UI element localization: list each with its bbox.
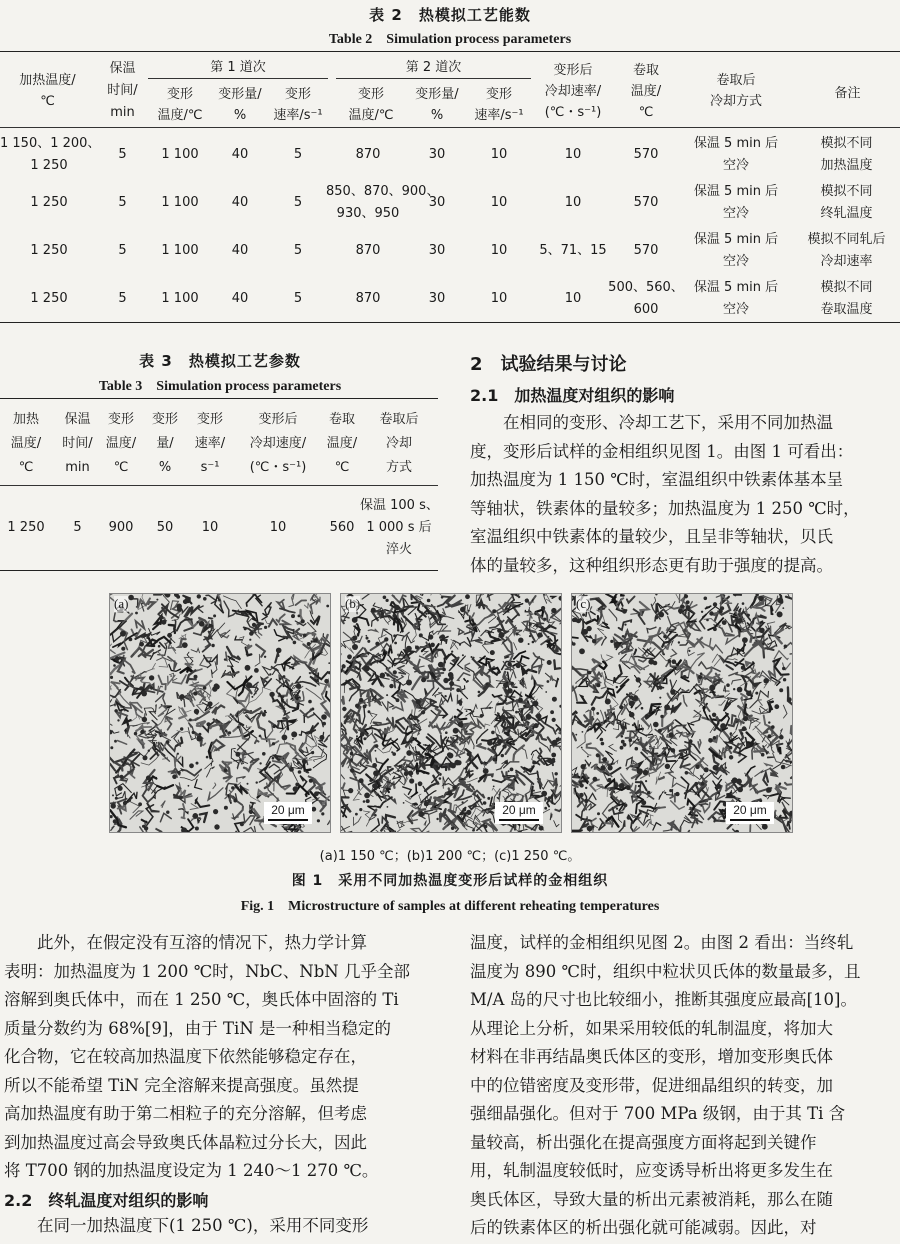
right-column-paragraph [470,929,900,1243]
t2-cell-line: 10 [564,147,582,162]
t3-header-cell [0,408,52,480]
t2-cell-line: 10 [490,243,508,258]
table2-caption-cn: 表 2 热模拟工艺能数 [369,6,531,24]
figure1-caption-en: Fig. 1 Microstructure of samples at different reheating temperatures [240,899,660,914]
t2-cell-line: 850、870、900、 [326,184,440,199]
t2-cell-line: 500、560、 [608,280,684,295]
t2-h-hold-l2: 时间/ [107,83,138,98]
t2-h-r1-l1: 变形 [284,87,311,102]
t2-cell-heat [0,192,98,214]
table2-caption-en: Table 2 Simulation process parameters [328,32,572,47]
t3-header-line: 卷取 [328,412,355,427]
t2-cell-heat [0,240,98,262]
t3-cell [232,517,324,539]
t3-cell-line: 1 000 s 后 [366,520,432,535]
t2-h-coil-l1: 卷取 [632,63,659,78]
t2-h-t2-l1: 变形 [357,87,384,102]
t2-cell-line: 10 [564,195,582,210]
t3-header-line: 方式 [385,460,412,475]
t2-cell-cool [535,288,611,310]
t2-h-a1-l2: % [233,108,247,123]
t2-cell-line: 5 [118,291,127,306]
t2-cell-cool [535,240,611,262]
t2-cell-t2 [326,288,410,310]
micrograph-a [109,593,331,833]
t2-cell-r1 [266,144,330,166]
t2-cell-t1 [150,240,210,262]
t2-h-a2-l1: 变形量/ [415,87,459,102]
t3-header-line: ℃ [334,460,350,475]
text-line: 材料在非再结晶奥氏体区的变形，增加变形奥氏体 [470,1047,833,1066]
section-2-1-paragraph [470,409,900,580]
t2-h-cool-l3: (℃・s⁻¹) [544,105,602,120]
t2-cell-a1 [210,192,270,214]
table3-caption-cn: 表 3 热模拟工艺参数 [139,352,301,370]
t2-cell-coolway [680,277,792,321]
table2-pass1-rule [148,78,328,79]
text-line: 此外，在假定没有互溶的情况下，热力学计算 [4,933,367,952]
text-line: 高加热温度有助于第二相粒子的充分溶解，但考虑 [4,1104,367,1123]
table2-top-rule [0,51,900,52]
t2-h-t1 [150,84,210,126]
t2-cell-line: 保温 5 min 后 [693,136,779,151]
t2-cell-line: 1 150、1 200、 [0,136,101,151]
subsection-2-2-heading: 2.2 终轧温度对组织的影响 [4,1191,209,1210]
figure1-subcaption: (a)1 150 ℃；(b)1 200 ℃；(c)1 250 ℃。 [319,849,581,864]
t2-cell-line: 模拟不同 [820,280,873,295]
t2-cell-line: 570 [633,195,659,210]
t3-header-line: ℃ [113,460,129,475]
t2-cell-line: 5 [293,147,303,162]
t2-cell-line: 40 [231,243,249,258]
t3-header-line: % [158,460,172,475]
t2-cell-line: 870 [355,291,381,306]
t3-cell [360,495,438,561]
micrograph-b [340,593,562,833]
t2-cell-line: 40 [231,147,249,162]
t2-cell-r2 [466,192,532,214]
t3-header-cell [188,408,232,480]
micrograph-a-scale-text: 20 μm [271,803,305,817]
t2-cell-line: 模拟不同轧后 [807,232,886,247]
t2-cell-r2 [466,288,532,310]
micrograph-c-scalebar [726,802,774,824]
table2-pass2-rule [336,78,531,79]
left-column-paragraph [4,929,434,1186]
t2-h-coolway-l1: 卷取后 [716,73,756,88]
t2-h-t1-l2: 温度/℃ [157,108,203,123]
t2-cell-a2 [406,144,468,166]
t2-cell-line: 保温 5 min 后 [693,184,779,199]
t2-cell-line: 加热温度 [820,158,873,173]
t2-cell-line: 1 100 [161,147,199,162]
t2-cell-line: 1 250 [30,195,68,210]
t2-cell-coolway [680,181,792,225]
t3-header-line: 速率/ [194,436,226,451]
t3-header-line: 冷却速度/ [249,436,307,451]
t3-header-line: 变形 [151,412,178,427]
t2-cell-line: 空冷 [722,302,749,317]
text-line: 表明：加热温度为 1 200 ℃时，NbC、NbN 几乎全部 [4,961,410,981]
t2-h-r2 [466,84,532,126]
t2-h-a1 [210,84,270,126]
t2-h-remark: 备注 [834,86,861,101]
text-line: 所以不能希望 TiN 完全溶解来提高强度。虽然提 [4,1075,359,1095]
t3-header-line: 量/ [156,436,174,451]
t2-cell-remark [793,277,900,321]
t2-cell-line: 1 100 [161,195,199,210]
text-line: 从理论上分析，如果采用较低的轧制温度，将加大 [470,1018,833,1038]
t2-cell-line: 570 [633,147,659,162]
table2-header-rule [0,127,900,128]
t2-h-heat-l2: ℃ [40,94,55,109]
micrograph-c-label: (c) [576,596,591,611]
t3-header-line: 温度/ [326,436,358,451]
t2-cell-a1 [210,240,270,262]
t2-cell-line: 870 [355,147,381,162]
t2-h-r1-l2: 速率/s⁻¹ [273,108,323,123]
t2-cell-line: 5 [118,195,127,210]
t2-h-heat-l1: 加热温度/ [19,73,76,88]
micrograph-c [571,593,793,833]
t2-h-coil-l3: ℃ [638,105,654,120]
t2-cell-line: 5、71、15 [539,243,607,258]
t2-cell-line: 5 [118,243,127,258]
t3-header-cell [55,408,100,480]
t3-header-line: ℃ [18,460,34,475]
t3-cell [188,517,232,539]
t2-cell-line: 10 [490,291,508,306]
t2-cell-line: 空冷 [722,254,749,269]
t2-cell-line: 空冷 [722,206,749,221]
left-column-last-line: 在同一加热温度下(1 250 ℃)，采用不同变形 [4,1216,369,1235]
micrograph-c-scale-text: 20 μm [733,803,767,817]
table2-bottom-rule [0,322,900,323]
t2-cell-a1 [210,288,270,310]
t2-cell-line: 卷取温度 [820,302,873,317]
t3-header-line: min [65,460,90,475]
t3-header-line: (℃・s⁻¹) [249,460,307,475]
t2-cell-cool [535,192,611,214]
t2-cell-t2 [326,181,440,225]
t3-cell [100,517,142,539]
text-line: 中的位错密度及变形带，促进细晶组织的转变，加 [470,1075,833,1095]
t2-cell-line: 30 [428,147,446,162]
text-line: 到加热温度过高会导致奥氏体晶粒过分长大，因此 [4,1132,367,1152]
t2-cell-line: 1 100 [161,243,199,258]
t2-h-a2-l2: % [430,108,444,123]
text-line: 化合物，它在较高加热温度下依然能够稳定存在， [4,1047,367,1066]
section-heading: 2 试验结果与讨论 [470,354,627,375]
t2-cell-heat [0,133,101,177]
t2-cell-line: 模拟不同 [820,184,873,199]
t2-cell-line: 1 250 [30,158,68,173]
t3-cell [55,517,100,539]
t3-cell-line: 1 250 [7,520,45,535]
table3-top-rule [0,398,438,399]
t2-cell-line: 空冷 [722,158,749,173]
t3-cell-line: 10 [201,520,219,535]
text-line: 度，变形后试样的金相组织见图 1。由图 1 可看出： [470,441,854,461]
t3-header-line: 变形 [107,412,134,427]
t2-cell-hold [100,240,145,262]
t2-cell-line: 40 [231,195,249,210]
subsection-2-1-heading: 2.1 加热温度对组织的影响 [470,386,675,405]
micrograph-a-label: (a) [114,596,129,611]
t2-cell-line: 保温 5 min 后 [693,280,779,295]
t2-cell-hold [100,192,145,214]
t2-cell-t1 [150,288,210,310]
t2-h-a2 [406,84,468,126]
t2-h-r2-l2: 速率/s⁻¹ [474,108,524,123]
t2-cell-line: 1 100 [161,291,199,306]
t3-header-line: 温度/ [105,436,137,451]
t2-h-r2-l1: 变形 [485,87,512,102]
t3-header-cell [232,408,324,480]
t2-cell-line: 30 [428,291,446,306]
micrograph-a-scalebar [264,802,312,824]
t2-h-coil-l2: 温度/ [630,84,662,99]
t2-cell-r1 [266,240,330,262]
t2-cell-line: 10 [490,195,508,210]
t2-cell-line: 保温 5 min 后 [693,232,779,247]
t2-cell-line: 600 [633,302,659,317]
t3-header-line: 变形后 [258,412,298,427]
t2-cell-remark [793,133,900,177]
text-line: M/A 岛的尺寸也比较细小，推断其强度应最高[10]。 [470,990,857,1009]
t2-cell-t2 [326,144,410,166]
t2-cell-r1 [266,288,330,310]
text-line: 质量分数约为 68%[9]，由于 TiN 是一种相当稳定的 [4,1018,392,1038]
t2-cell-a2 [406,288,468,310]
t2-h-a1-l1: 变形量/ [218,87,262,102]
t2-h-cool-l2: 冷却速率/ [544,84,602,99]
table3-bottom-rule [0,570,438,571]
table3-caption-en: Table 3 Simulation process parameters [98,379,342,394]
t2-cell-a2 [406,240,468,262]
t2-h-heat [0,70,95,112]
t3-header-line: 温度/ [10,436,42,451]
text-line: 加热温度为 1 150 ℃时，室温组织中铁素体基本呈 [470,470,844,489]
text-line: 室温组织中铁素体的量较少，且呈非等轴状，贝氏 [470,527,833,546]
t2-cell-line: 1 250 [30,291,68,306]
t3-header-line: 加热 [12,412,39,427]
t2-h-coolway-l2: 冷却方式 [709,94,762,109]
t3-cell-line: 淬火 [385,542,412,557]
t2-cell-coil [608,144,684,166]
text-line: 溶解到奥氏体中，而在 1 250 ℃，奥氏体中固溶的 Ti [4,990,399,1009]
t2-cell-hold [100,144,145,166]
t2-h-hold-l3: min [110,105,135,120]
t2-h-r1 [266,84,330,126]
text-line: 后的铁素体区的析出强化就可能减弱。因此，对 [470,1218,817,1237]
text-line: 量较高，析出强化在提高强度方面将起到关键作 [470,1132,817,1152]
t2-h-t2 [340,84,402,126]
t2-h-pass2: 第 2 道次 [405,60,462,75]
t3-header-line: 时间/ [62,436,93,451]
t3-cell-line: 560 [329,520,355,535]
text-line: 体的量较多，这种组织形态更有助于强度的提高。 [470,555,833,575]
t2-cell-line: 870 [355,243,381,258]
t3-header-cell [360,408,438,480]
t3-cell-line: 保温 100 s、 [360,498,439,513]
text-line: 用，轧制温度较低时，应变诱导析出将更多发生在 [470,1161,833,1180]
text-line: 奥氏体区，导致大量的析出元素被消耗，那么在随 [470,1189,833,1209]
t2-h-t1-l1: 变形 [166,87,193,102]
t2-cell-line: 30 [428,243,446,258]
t2-cell-line: 570 [633,243,659,258]
text-line: 将 T700 钢的加热温度设定为 1 240～1 270 ℃。 [4,1161,379,1180]
t3-header-line: 冷却 [385,436,412,451]
t2-cell-line: 5 [293,291,303,306]
t2-cell-r2 [466,240,532,262]
figure1-caption-cn: 图 1 采用不同加热温度变形后试样的金相组织 [291,873,609,889]
t2-h-cool-l1: 变形后 [553,63,593,78]
t2-h-hold [100,58,145,124]
t3-header-line: s⁻¹ [200,460,220,475]
t2-cell-hold [100,288,145,310]
t3-cell [322,517,362,539]
t2-cell-line: 930、950 [336,206,400,221]
t3-header-line: 保温 [64,412,91,427]
t2-cell-line: 模拟不同 [820,136,873,151]
t2-cell-line: 40 [231,291,249,306]
t2-cell-a2 [406,192,468,214]
t2-cell-line: 10 [490,147,508,162]
t2-h-t2-l2: 温度/℃ [348,108,394,123]
text-line: 温度，试样的金相组织见图 2。由图 2 看出：当终轧 [470,933,854,952]
t3-cell-line: 900 [108,520,134,535]
t3-cell [145,517,185,539]
micrograph-b-scale-text: 20 μm [502,803,536,817]
text-line: 在相同的变形、冷却工艺下，采用不同加热温 [470,413,833,432]
t3-header-cell [100,408,142,480]
t2-cell-a1 [210,144,270,166]
t2-h-hold-l1: 保温 [109,61,136,76]
t2-cell-remark [793,181,900,225]
t2-cell-line: 30 [428,195,446,210]
t2-cell-line: 1 250 [30,243,68,258]
t2-cell-line: 5 [293,195,303,210]
t2-cell-r2 [466,144,532,166]
t2-cell-line: 终轧温度 [820,206,873,221]
t2-cell-line: 5 [293,243,303,258]
t2-cell-coolway [680,229,792,273]
micrograph-b-label: (b) [345,596,361,611]
t2-h-cool [535,60,611,123]
micrograph-b-scalebar [495,802,543,824]
text-line: 等轴状，铁素体的量较多；加热温度为 1 250 ℃时， [470,498,860,518]
t2-cell-coolway [680,133,792,177]
t3-cell [0,517,52,539]
t3-header-line: 变形 [196,412,223,427]
t2-cell-line: 10 [564,291,582,306]
t2-cell-r1 [266,192,330,214]
t2-cell-coil [608,277,684,321]
t2-h-coil [614,60,678,123]
t2-cell-cool [535,144,611,166]
t3-cell-line: 5 [73,520,82,535]
t3-cell-line: 50 [156,520,174,535]
t2-cell-coil [608,192,684,214]
t2-h-pass1: 第 1 道次 [210,60,266,75]
t2-cell-heat [0,288,98,310]
t2-cell-remark [793,229,900,273]
t2-cell-coil [608,240,684,262]
text-line: 温度为 890 ℃时，组织中粒状贝氏体的数量最多，且 [470,961,861,981]
t2-cell-t1 [150,144,210,166]
t2-h-coolway [680,70,792,112]
text-line: 强细晶强化。但对于 700 MPa 级钢，由于其 Ti 含 [470,1104,846,1123]
t3-header-line: 卷取后 [379,412,419,427]
t2-cell-line: 5 [118,147,127,162]
t3-header-cell [145,408,185,480]
t3-header-cell [322,408,362,480]
t2-cell-t2 [326,240,410,262]
t3-cell-line: 10 [269,520,287,535]
t2-cell-t1 [150,192,210,214]
table3-header-rule [0,485,438,486]
t2-cell-line: 冷却速率 [820,254,873,269]
